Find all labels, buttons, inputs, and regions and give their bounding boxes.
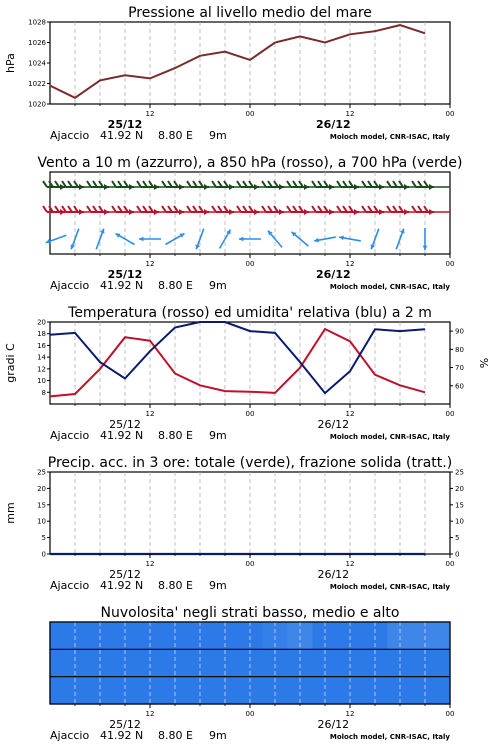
wind-barb-850 xyxy=(87,206,109,215)
y-axis-label: mm xyxy=(4,502,17,524)
y-tick-label: 16 xyxy=(37,341,46,350)
footer-model: Moloch model, CNR-ISAC, Italy xyxy=(329,433,450,441)
wind-barb-700 xyxy=(187,181,209,190)
y-tick-label: 14 xyxy=(37,353,46,362)
footer-lat: 41.92 N xyxy=(100,279,144,292)
footer-location: Ajaccio xyxy=(50,429,90,442)
y-tick-label: 20 xyxy=(37,318,46,327)
y-tick-label: 60 xyxy=(455,382,464,391)
panel-3 xyxy=(4,305,491,442)
y-tick-label: 10 xyxy=(455,517,464,526)
y-axis-label-right: % xyxy=(478,357,491,369)
x-tick-label: 12 xyxy=(145,410,155,418)
humidity-line xyxy=(50,322,425,393)
panel-5 xyxy=(50,605,454,742)
y-tick-label: 15 xyxy=(455,501,464,510)
panel-title: Vento a 10 m (azzurro), a 850 hPa (rosso), a 700 hPa (verde) xyxy=(37,155,463,171)
x-tick-label: 12 xyxy=(345,560,355,568)
y-tick-label: 1024 xyxy=(28,59,46,68)
footer-model: Moloch model, CNR-ISAC, Italy xyxy=(329,283,450,291)
wind-barb-850 xyxy=(162,206,184,215)
date-label: 25/12 xyxy=(109,568,141,581)
footer-lon: 8.80 E xyxy=(158,279,193,292)
x-tick-label: 12 xyxy=(345,110,355,118)
footer-lon: 8.80 E xyxy=(158,729,193,742)
footer-lat: 41.92 N xyxy=(100,429,144,442)
wind-barb-850 xyxy=(287,206,309,215)
date-label: 26/12 xyxy=(317,718,350,731)
date-label: 26/12 xyxy=(317,418,350,431)
y-tick-label: 0 xyxy=(455,550,460,559)
panel-frame xyxy=(50,22,450,104)
wind-barb-850 xyxy=(112,206,134,215)
x-tick-label: 00 xyxy=(445,710,455,718)
x-tick-label: 12 xyxy=(345,260,355,268)
panel-title: Nuvolosita' negli strati basso, medio e alto xyxy=(100,605,400,621)
cloud-cell-basso xyxy=(50,677,63,704)
y-tick-label: 12 xyxy=(37,365,46,374)
wind-arrow-10m xyxy=(96,229,104,250)
y-tick-label: 1020 xyxy=(28,100,46,109)
wind-barb-700 xyxy=(237,181,259,190)
y-tick-label: 8 xyxy=(41,388,46,397)
x-tick-label: 00 xyxy=(245,110,255,118)
y-tick-label: 10 xyxy=(37,377,46,386)
footer-elev: 9m xyxy=(209,729,227,742)
panel-title: Precip. acc. in 3 ore: totale (verde), frazione solida (tratt.) xyxy=(47,455,453,471)
cloud-cell-basso xyxy=(413,677,451,704)
wind-barb-700 xyxy=(337,181,359,190)
pressure-line xyxy=(50,25,425,98)
footer-elev: 9m xyxy=(209,279,227,292)
footer-location: Ajaccio xyxy=(50,129,90,142)
footer-lat: 41.92 N xyxy=(100,729,144,742)
x-tick-label: 00 xyxy=(245,710,255,718)
panel-4 xyxy=(4,455,464,592)
wind-barb-850 xyxy=(237,206,259,215)
footer-model: Moloch model, CNR-ISAC, Italy xyxy=(329,733,450,741)
wind-barb-700 xyxy=(112,181,134,190)
x-tick-label: 12 xyxy=(145,710,155,718)
panel-title: Pressione al livello medio del mare xyxy=(128,5,372,21)
date-label: 26/12 xyxy=(317,568,350,581)
footer-elev: 9m xyxy=(209,579,227,592)
y-tick-label: 5 xyxy=(455,534,460,543)
wind-barb-850 xyxy=(262,206,284,215)
x-tick-label: 12 xyxy=(145,110,155,118)
wind-barb-700 xyxy=(62,181,84,190)
y-tick-label: 1026 xyxy=(28,39,46,47)
y-tick-label: 15 xyxy=(37,501,46,510)
date-label: 25/12 xyxy=(109,418,141,431)
panel-title: Temperatura (rosso) ed umidita' relativa (blu) a 2 m xyxy=(68,305,432,321)
y-tick-label: 80 xyxy=(455,345,464,354)
x-tick-label: 12 xyxy=(345,710,355,718)
x-tick-label: 00 xyxy=(245,560,255,568)
y-tick-label: 0 xyxy=(41,550,46,559)
date-label: 25/12 xyxy=(109,718,141,731)
x-tick-label: 12 xyxy=(145,260,155,268)
wind-barb-700 xyxy=(387,181,409,190)
wind-barb-700 xyxy=(262,181,284,190)
footer-lon: 8.80 E xyxy=(158,429,193,442)
footer-lat: 41.92 N xyxy=(100,129,144,142)
wind-barb-850 xyxy=(212,206,234,215)
wind-barb-700 xyxy=(87,181,109,190)
wind-barb-700 xyxy=(162,181,184,190)
y-tick-label: 1028 xyxy=(28,18,46,27)
wind-arrow-10m xyxy=(46,235,67,243)
footer-elev: 9m xyxy=(209,429,227,442)
wind-barb-850 xyxy=(62,206,84,215)
wind-arrow-10m xyxy=(423,228,428,250)
y-tick-label: 25 xyxy=(455,468,464,477)
x-tick-label: 12 xyxy=(145,560,155,568)
y-tick-label: 20 xyxy=(37,484,46,493)
x-tick-label: 12 xyxy=(345,410,355,418)
wind-arrow-10m xyxy=(396,229,404,250)
panel-1 xyxy=(37,155,462,292)
y-tick-label: 70 xyxy=(455,364,464,373)
panel-frame xyxy=(50,472,450,554)
date-label: 25/12 xyxy=(107,268,143,281)
footer-model: Moloch model, CNR-ISAC, Italy xyxy=(329,583,450,591)
wind-barb-850 xyxy=(362,206,384,215)
x-tick-label: 00 xyxy=(445,410,455,418)
y-axis-label: hPa xyxy=(4,53,17,73)
cloud-cell-medio xyxy=(413,649,451,676)
x-tick-label: 00 xyxy=(245,260,255,268)
cloud-cell-alto xyxy=(413,622,451,649)
wind-barb-700 xyxy=(287,181,309,190)
wind-barb-850 xyxy=(412,206,434,215)
y-tick-label: 5 xyxy=(41,534,46,543)
x-tick-label: 00 xyxy=(245,410,255,418)
footer-lon: 8.80 E xyxy=(158,129,193,142)
footer-location: Ajaccio xyxy=(50,579,90,592)
wind-barb-850 xyxy=(137,206,159,215)
date-label: 25/12 xyxy=(107,118,143,131)
wind-barb-700 xyxy=(412,181,434,190)
wind-barb-850 xyxy=(312,206,334,215)
footer-model: Moloch model, CNR-ISAC, Italy xyxy=(329,133,450,141)
wind-barb-850 xyxy=(337,206,359,215)
y-tick-label: 1022 xyxy=(28,80,46,88)
cloud-cell-alto xyxy=(50,622,63,649)
y-tick-label: 10 xyxy=(37,517,46,526)
y-tick-label: 20 xyxy=(455,484,464,493)
footer-lon: 8.80 E xyxy=(158,579,193,592)
wind-barb-700 xyxy=(137,181,159,190)
y-tick-label: 18 xyxy=(37,330,46,339)
wind-barb-700 xyxy=(312,181,334,190)
wind-barb-700 xyxy=(212,181,234,190)
x-tick-label: 00 xyxy=(445,560,455,568)
x-tick-label: 00 xyxy=(445,260,455,268)
y-axis-label: gradi C xyxy=(4,343,17,383)
panel-1 xyxy=(4,5,454,142)
footer-location: Ajaccio xyxy=(50,279,90,292)
wind-barb-700 xyxy=(362,181,384,190)
y-tick-label: 25 xyxy=(37,468,46,477)
date-label: 26/12 xyxy=(316,268,351,281)
y-tick-label: 90 xyxy=(455,327,464,336)
wind-barb-850 xyxy=(387,206,409,215)
cloud-cell-medio xyxy=(50,649,63,676)
wind-barb-850 xyxy=(187,206,209,215)
footer-lat: 41.92 N xyxy=(100,579,144,592)
date-label: 26/12 xyxy=(316,118,351,131)
footer-elev: 9m xyxy=(209,129,227,142)
footer-location: Ajaccio xyxy=(50,729,90,742)
x-tick-label: 00 xyxy=(445,110,455,118)
